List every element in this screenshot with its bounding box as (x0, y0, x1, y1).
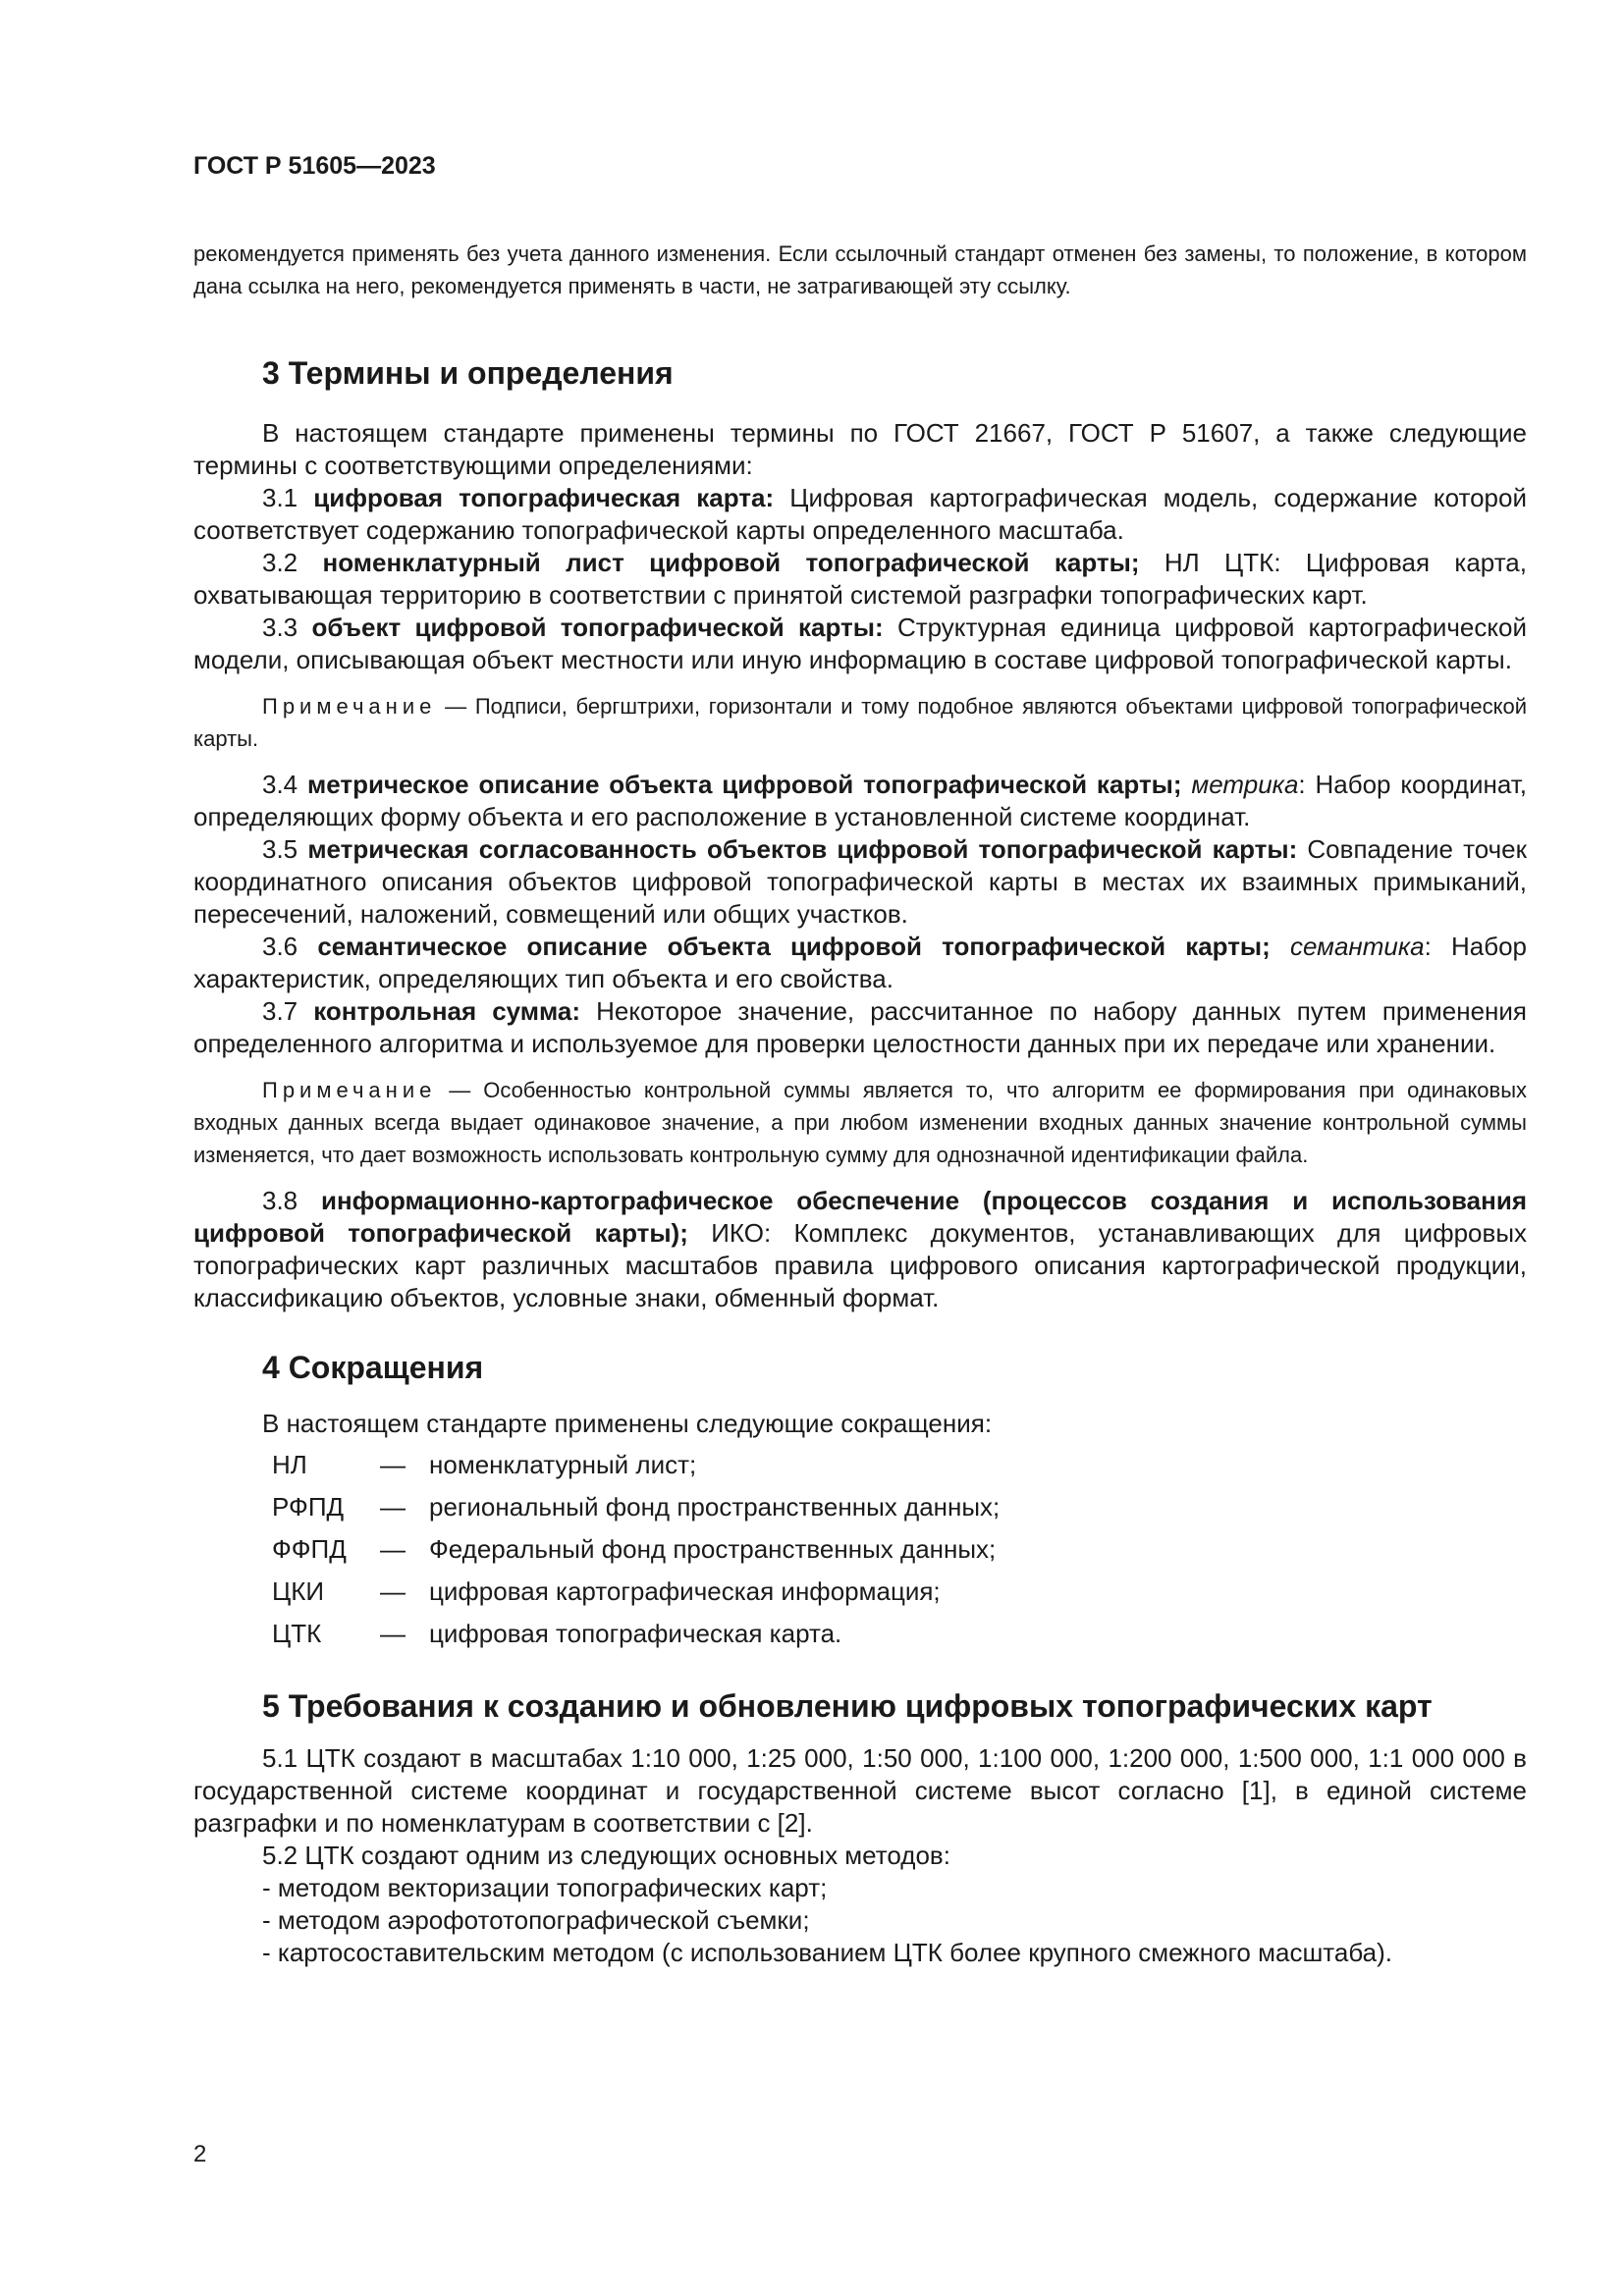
method-item: - картосоставительским методом (с использованием ЦТК более крупного смежного масштаба). (262, 1938, 1393, 1967)
section-4-heading: 4 Сокращения (262, 1350, 484, 1385)
section-3-heading: 3 Термины и определения (262, 355, 674, 391)
abbreviation-list (193, 1444, 1527, 1655)
intro-paragraph: рекомендуется применять без учета данного изменения. Если ссылочный стандарт отменен без замены, то положение, в котором дана ссылка на него, рекомендуется применять в части, не затрагивающей эту ссылку. (193, 241, 1527, 298)
term-3-4: 3.4 метрическое описание объекта цифровой топографической карты; метрика: Набор координат, определяющих форму объекта и его расположение в установленной системе координат. (193, 770, 1527, 831)
document-page (193, 152, 1527, 1969)
term-3-3-name: объект цифровой топографической карты: (311, 613, 884, 642)
section-3-intro: В настоящем стандарте применены термины по ГОСТ 21667, ГОСТ Р 51607, а также следующие термины с соответствующими определениями: (193, 418, 1527, 480)
abbreviation-item: НЛ — номенклатурный лист; (272, 1450, 697, 1479)
term-3-5: 3.5 метрическая согласованность объектов цифровой топографической карты: Совпадение точек координатного описания объектов цифровой топографической карты в местах их взаимных примыканий, пересечений, наложений, совмещений или общих участков. (193, 834, 1527, 929)
term-3-2: 3.2 номенклатурный лист цифровой топографической карты; НЛ ЦТК: Цифровая карта, охватывающая территорию в соответствии с принятой системой разграфки топографических карт. (193, 548, 1527, 610)
note-2: Примечание — Особенностью контрольной суммы является то, что алгоритм ее формирования при одинаковых входных данных всегда выдает одинаковое значение, а при любом изменении входных данных значение контрольной суммы изменяется, что дает возможность использовать контрольную сумму для однозначной идентификации файла. (193, 1078, 1527, 1167)
term-3-7: 3.7 контрольная сумма: Некоторое значение, рассчитанное по набору данных путем применения определенного алгоритма и используемое для проверки целостности данных при их передаче или хранении. (193, 996, 1528, 1058)
term-3-1: 3.1 цифровая топографическая карта: Цифровая картографическая модель, содержание которой соответствует содержанию топографической карты определенного масштаба. (193, 483, 1527, 545)
term-3-8-name: информационно-картографическое обеспечение (процессов создания и использования цифровой топографической карты); (193, 1186, 1527, 1248)
note-1: Примечание — Подписи, бергштрихи, горизонтали и тому подобное являются объектами цифровой топографической карты. (193, 694, 1527, 751)
abbreviation-item: ЦТК — цифровая топографическая карта. (272, 1619, 842, 1648)
term-3-6-name: семантическое описание объекта цифровой топографической карты; (317, 932, 1271, 961)
method-item: - методом аэрофототопографической съемки; (262, 1905, 810, 1935)
term-3-2-name: номенклатурный лист цифровой топографической карты; (322, 548, 1140, 577)
abbreviation-item: ФФПД — Федеральный фонд пространственных данных; (272, 1534, 997, 1564)
term-3-3: 3.3 объект цифровой топографической карты: Структурная единица цифровой картографической модели, описывающая объект местности или иную информацию в составе цифровой топографической карты. (193, 613, 1527, 674)
term-3-6: 3.6 семантическое описание объекта цифровой топографической карты; семантика: Набор характеристик, определяющих тип объекта и его свойства. (193, 932, 1528, 993)
clause-5-2: 5.2 ЦТК создают одним из следующих основных методов: (262, 1841, 950, 1870)
term-3-1-name: цифровая топографическая карта: (313, 483, 775, 512)
term-3-5-name: метрическая согласованность объектов цифровой топографической карты: (307, 834, 1298, 864)
term-3-4-name: метрическое описание объекта цифровой топографической карты; (307, 770, 1182, 799)
term-3-7-name: контрольная сумма: (313, 996, 581, 1026)
abbreviation-item: РФПД — региональный фонд пространственных данных; (272, 1492, 1001, 1522)
method-item: - методом векторизации топографических карт; (262, 1873, 828, 1902)
page-number: 2 (193, 2141, 207, 2167)
clause-5-1: 5.1 ЦТК создают в масштабах 1:10 000, 1:25 000, 1:50 000, 1:100 000, 1:200 000, 1:500 000, 1:1 000 000 в государственной системе координат и государственной системе высот согласно [1], в единой системе разграфки и по номенклатурам в соответствии с [2]. (193, 1743, 1527, 1838)
section-5-heading: 5 Требования к созданию и обновлению цифровых топографических карт (262, 1688, 1433, 1724)
abbreviation-item: ЦКИ — цифровая картографическая информация; (272, 1576, 941, 1606)
term-3-8: 3.8 информационно-картографическое обеспечение (процессов создания и использования цифровой топографической карты); ИКО: Комплекс документов, устанавливающих для цифровых топографических карт различных масштабов правила цифрового описания картографической продукции, классификацию объектов, условные знаки, обменный формат. (193, 1186, 1528, 1312)
section-4-intro: В настоящем стандарте применены следующие сокращения: (262, 1409, 993, 1438)
document-header: ГОСТ Р 51605—2023 (193, 152, 436, 180)
